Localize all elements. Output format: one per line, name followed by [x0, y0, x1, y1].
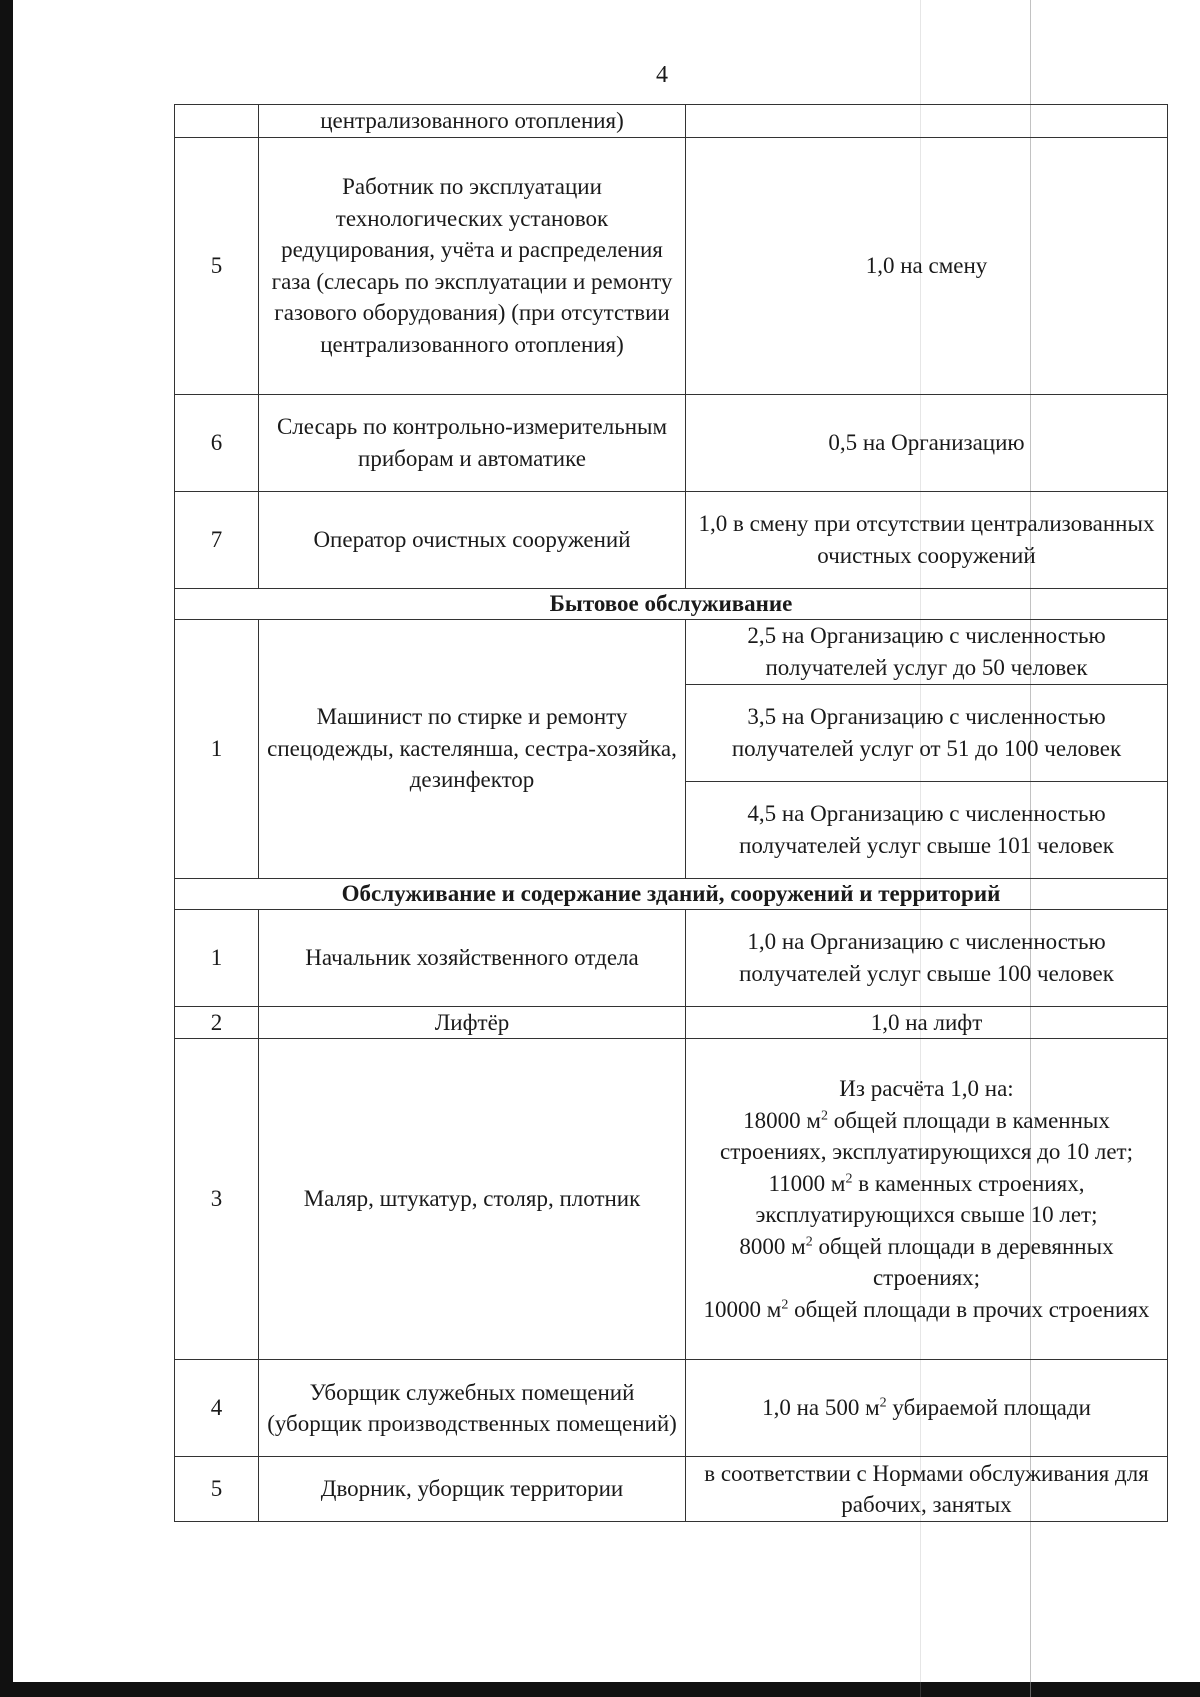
position-name: Оператор очистных сооружений — [259, 491, 686, 588]
table-row — [175, 1360, 1168, 1457]
row-number: 7 — [175, 491, 259, 588]
scan-frame-left — [0, 0, 13, 1697]
row-number: 6 — [175, 394, 259, 491]
staff-norm: 4,5 на Организацию с численностью получателей услуг свыше 101 человек — [686, 781, 1168, 878]
position-name: Слесарь по контрольно-измерительным приборам и автоматике — [259, 394, 686, 491]
staff-norm — [686, 105, 1168, 138]
table-row — [175, 909, 1168, 1006]
page-number: 4 — [656, 62, 668, 88]
row-number — [175, 105, 259, 138]
norm-intro: Из расчёта 1,0 на: — [839, 1076, 1014, 1101]
norm-line: 11000 $м^2$ в каменных строениях, эксплуатирующихся свыше 10 лет; — [755, 1170, 1098, 1227]
table-row — [175, 491, 1168, 588]
staff-norm: 1,0 на смену — [686, 137, 1168, 394]
position-name: Лифтёр — [259, 1006, 686, 1039]
position-name: Машинист по стирке и ремонту спецодежды, кастелянша, сестра-хозяйка, дезинфектор — [259, 619, 686, 878]
table-row — [175, 394, 1168, 491]
position-name: централизованного отопления) — [259, 105, 686, 138]
staff-norm: 1,0 на 500 $м^2$ убираемой площади — [686, 1360, 1168, 1457]
staff-norm: 1,0 на лифт — [686, 1006, 1168, 1039]
section-title: Обслуживание и содержание зданий, сооружений и территорий — [175, 878, 1168, 909]
table-row — [175, 105, 1168, 138]
row-number: 5 — [175, 1457, 259, 1522]
table-row — [175, 137, 1168, 394]
staff-norm: 3,5 на Организацию с численностью получателей услуг от 51 до 100 человек — [686, 684, 1168, 781]
staff-norm: 2,5 на Организацию с численностью получателей услуг до 50 человек — [686, 619, 1168, 684]
position-name: Уборщик служебных помещений (уборщик производственных помещений) — [259, 1360, 686, 1457]
section-header-row — [175, 878, 1168, 909]
position-name: Начальник хозяйственного отдела — [259, 909, 686, 1006]
row-number: 3 — [175, 1039, 259, 1360]
position-name: Маляр, штукатур, столяр, плотник — [259, 1039, 686, 1360]
row-number: 2 — [175, 1006, 259, 1039]
table-row — [175, 1457, 1168, 1522]
row-number: 5 — [175, 137, 259, 394]
position-name: Дворник, уборщик территории — [259, 1457, 686, 1522]
table-row — [175, 619, 1168, 684]
row-number: 1 — [175, 909, 259, 1006]
section-title: Бытовое обслуживание — [175, 588, 1168, 619]
table-row — [175, 1039, 1168, 1360]
norm-line: 10000 $м^2$ общей площади в прочих строениях — [703, 1296, 1150, 1322]
staffing-norms-table — [174, 104, 1168, 1522]
staff-norm: 1,0 в смену при отсутствии централизованных очистных сооружений — [686, 491, 1168, 588]
position-name: Работник по эксплуатации технологических установок редуцирования, учёта и распределения газа (слесарь по эксплуатации и ремонту газового оборудования) (при отсутствии централизованного отопления) — [259, 137, 686, 394]
norm-line: 18000 $м^2$ общей площади в каменных строениях, эксплуатирующихся до 10 лет; — [720, 1107, 1133, 1164]
row-number: 4 — [175, 1360, 259, 1457]
row-number: 1 — [175, 619, 259, 878]
section-header-row — [175, 588, 1168, 619]
staff-norm — [686, 1039, 1168, 1360]
staff-norm: 1,0 на Организацию с численностью получателей услуг свыше 100 человек — [686, 909, 1168, 1006]
table-row — [175, 1006, 1168, 1039]
norm-line: 8000 $м^2$ общей площади в деревянных строениях; — [739, 1233, 1114, 1290]
staff-norm: в соответствии с Нормами обслуживания для рабочих, занятых — [686, 1457, 1168, 1522]
staff-norm: 0,5 на Организацию — [686, 394, 1168, 491]
scan-frame-bottom — [0, 1682, 1200, 1697]
